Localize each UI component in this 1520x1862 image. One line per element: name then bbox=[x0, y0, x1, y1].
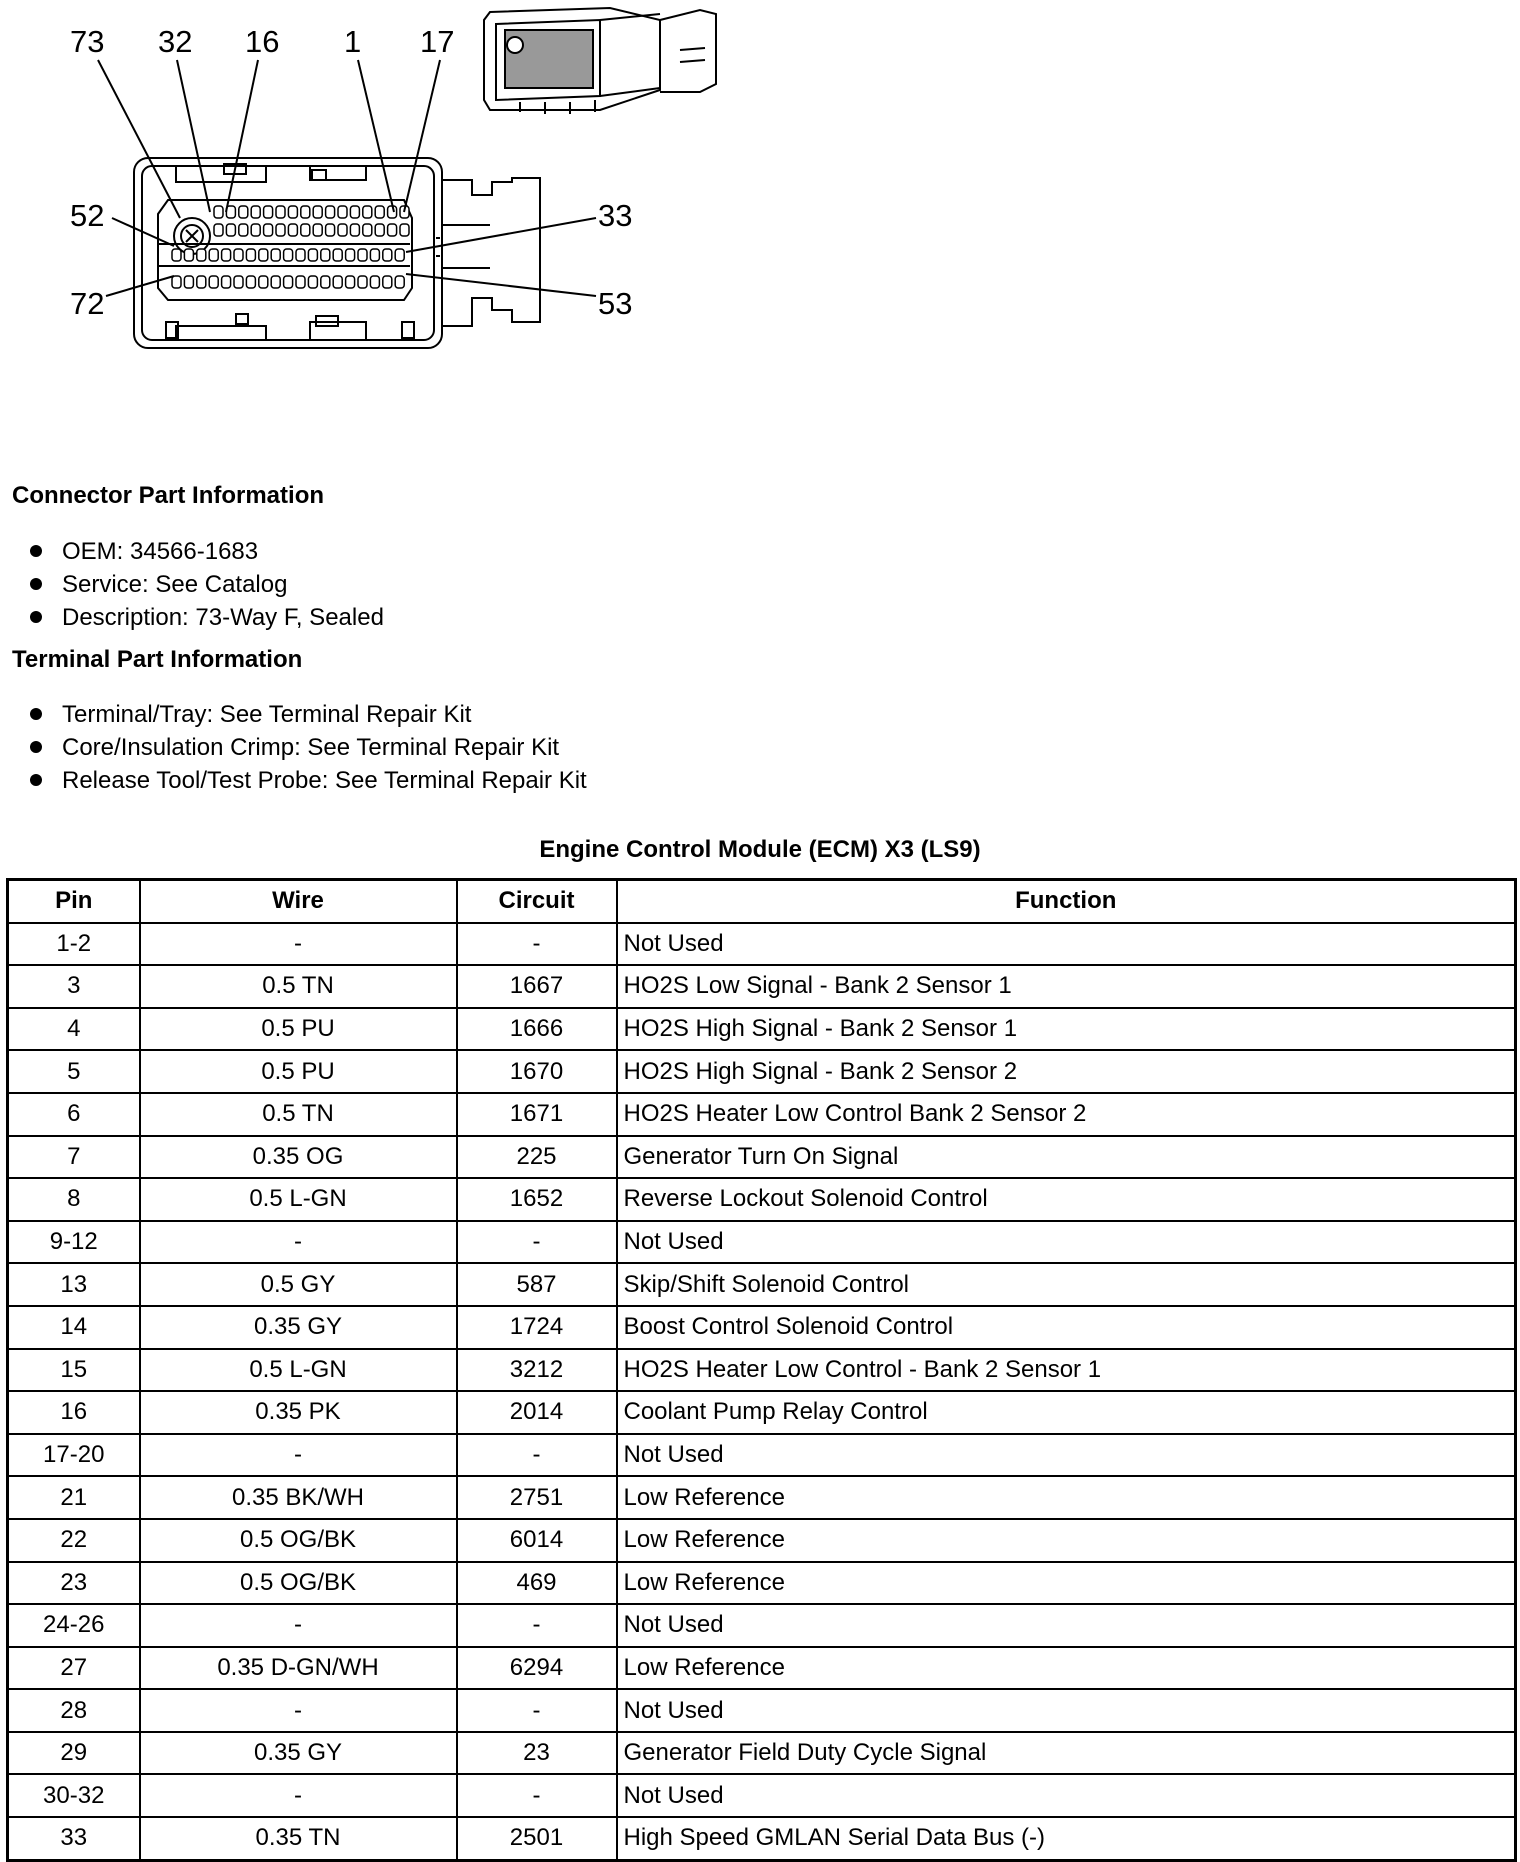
pin-cavity bbox=[326, 206, 335, 218]
cell-wire: 0.5 TN bbox=[140, 965, 457, 1008]
cell-pin: 30-32 bbox=[8, 1774, 140, 1817]
cell-pin: 14 bbox=[8, 1306, 140, 1349]
cell-circuit: 2014 bbox=[457, 1391, 617, 1434]
pin-cavity bbox=[395, 249, 404, 261]
connector-thumbnail bbox=[484, 8, 716, 114]
bullet-icon bbox=[30, 611, 42, 623]
table-row bbox=[8, 1434, 1516, 1477]
pin-cavity bbox=[214, 224, 223, 236]
cell-wire: - bbox=[140, 1604, 457, 1647]
cell-function: Not Used bbox=[617, 1689, 1516, 1732]
cell-circuit: - bbox=[457, 923, 617, 966]
cell-pin: 27 bbox=[8, 1647, 140, 1690]
column-header-function: Function bbox=[617, 880, 1516, 923]
cell-function: Not Used bbox=[617, 1774, 1516, 1817]
cell-circuit: - bbox=[457, 1434, 617, 1477]
cell-wire: 0.35 GY bbox=[140, 1732, 457, 1775]
bullet-icon bbox=[30, 545, 42, 557]
pin-cavity bbox=[313, 206, 322, 218]
cell-pin: 5 bbox=[8, 1050, 140, 1093]
cell-function: Boost Control Solenoid Control bbox=[617, 1306, 1516, 1349]
pin-cavity bbox=[338, 224, 347, 236]
cell-wire: 0.5 OG/BK bbox=[140, 1562, 457, 1605]
cell-circuit: 2751 bbox=[457, 1476, 617, 1519]
cell-function: HO2S High Signal - Bank 2 Sensor 2 bbox=[617, 1050, 1516, 1093]
cell-wire: 0.5 L-GN bbox=[140, 1349, 457, 1392]
cell-function: Low Reference bbox=[617, 1519, 1516, 1562]
cell-function: Reverse Lockout Solenoid Control bbox=[617, 1178, 1516, 1221]
table-row bbox=[8, 1817, 1516, 1860]
cell-pin: 33 bbox=[8, 1817, 140, 1860]
cell-circuit: - bbox=[457, 1774, 617, 1817]
pin-cavity bbox=[172, 276, 181, 288]
cell-wire: - bbox=[140, 1434, 457, 1477]
cell-circuit: 469 bbox=[457, 1562, 617, 1605]
cell-wire: 0.5 L-GN bbox=[140, 1178, 457, 1221]
bullet-icon bbox=[30, 741, 42, 753]
pin-cavity bbox=[184, 249, 193, 261]
callout-1: 1 bbox=[344, 24, 362, 59]
column-header-pin: Pin bbox=[8, 880, 140, 923]
cell-function: HO2S Low Signal - Bank 2 Sensor 1 bbox=[617, 965, 1516, 1008]
table-header-row bbox=[8, 880, 1516, 923]
cell-wire: - bbox=[140, 1221, 457, 1264]
pin-cavity bbox=[209, 249, 218, 261]
pin-cavity bbox=[333, 276, 342, 288]
cell-pin: 15 bbox=[8, 1349, 140, 1392]
list-item: Description: 73-Way F, Sealed bbox=[30, 601, 384, 634]
pin-cavity bbox=[346, 249, 355, 261]
pin-cavity bbox=[246, 249, 255, 261]
pin-cavity bbox=[333, 249, 342, 261]
cell-pin: 4 bbox=[8, 1008, 140, 1051]
pin-cavity bbox=[276, 206, 285, 218]
cell-function: Coolant Pump Relay Control bbox=[617, 1391, 1516, 1434]
bullet-icon bbox=[30, 708, 42, 720]
cell-circuit: 3212 bbox=[457, 1349, 617, 1392]
cell-pin: 13 bbox=[8, 1263, 140, 1306]
cell-pin: 17-20 bbox=[8, 1434, 140, 1477]
pin-cavity bbox=[197, 249, 206, 261]
callout-32: 32 bbox=[158, 24, 193, 59]
pin-cavity bbox=[358, 249, 367, 261]
pin-table bbox=[6, 878, 1517, 1862]
cell-circuit: 1667 bbox=[457, 965, 617, 1008]
pin-cavity bbox=[363, 206, 372, 218]
cell-pin: 9-12 bbox=[8, 1221, 140, 1264]
table-row bbox=[8, 1519, 1516, 1562]
cell-circuit: 23 bbox=[457, 1732, 617, 1775]
cell-pin: 8 bbox=[8, 1178, 140, 1221]
table-row bbox=[8, 1349, 1516, 1392]
pin-cavity bbox=[246, 276, 255, 288]
cell-wire: 0.35 D-GN/WH bbox=[140, 1647, 457, 1690]
pin-cavity bbox=[226, 224, 235, 236]
cell-function: HO2S Heater Low Control - Bank 2 Sensor 1 bbox=[617, 1349, 1516, 1392]
pin-cavity bbox=[288, 206, 297, 218]
pin-cavity bbox=[296, 249, 305, 261]
pin-cavity bbox=[301, 206, 310, 218]
cell-function: Skip/Shift Solenoid Control bbox=[617, 1263, 1516, 1306]
pin-cavity bbox=[209, 276, 218, 288]
table-row bbox=[8, 1476, 1516, 1519]
pin-cavity bbox=[375, 224, 384, 236]
callout-72: 72 bbox=[70, 286, 105, 321]
list-item: Core/Insulation Crimp: See Terminal Repair Kit bbox=[30, 731, 587, 764]
pin-cavity bbox=[271, 249, 280, 261]
pin-cavity bbox=[383, 276, 392, 288]
cell-wire: - bbox=[140, 923, 457, 966]
table-row bbox=[8, 1008, 1516, 1051]
pin-cavity bbox=[346, 276, 355, 288]
table-row bbox=[8, 1093, 1516, 1136]
pin-cavity bbox=[338, 206, 347, 218]
cell-circuit: 1671 bbox=[457, 1093, 617, 1136]
column-header-wire: Wire bbox=[140, 880, 457, 923]
table-row bbox=[8, 1689, 1516, 1732]
terminal-info-heading: Terminal Part Information bbox=[12, 646, 303, 673]
cell-wire: 0.35 BK/WH bbox=[140, 1476, 457, 1519]
table-row bbox=[8, 1391, 1516, 1434]
cell-pin: 23 bbox=[8, 1562, 140, 1605]
cell-circuit: 6014 bbox=[457, 1519, 617, 1562]
cell-function: Not Used bbox=[617, 1604, 1516, 1647]
cell-pin: 3 bbox=[8, 965, 140, 1008]
connector-info-heading: Connector Part Information bbox=[12, 482, 325, 509]
pin-cavity bbox=[375, 206, 384, 218]
callout-53: 53 bbox=[598, 286, 633, 321]
callout-16: 16 bbox=[245, 24, 280, 59]
table-row bbox=[8, 1647, 1516, 1690]
pin-cavity bbox=[259, 249, 268, 261]
cell-wire: - bbox=[140, 1774, 457, 1817]
cell-function: Generator Turn On Signal bbox=[617, 1136, 1516, 1179]
cell-wire: 0.35 PK bbox=[140, 1391, 457, 1434]
table-row bbox=[8, 1732, 1516, 1775]
pin-cavity bbox=[184, 276, 193, 288]
table-row bbox=[8, 1774, 1516, 1817]
cell-circuit: - bbox=[457, 1689, 617, 1732]
pin-cavity bbox=[264, 206, 273, 218]
cell-pin: 28 bbox=[8, 1689, 140, 1732]
list-item: Service: See Catalog bbox=[30, 568, 384, 601]
cell-wire: 0.5 GY bbox=[140, 1263, 457, 1306]
bullet-icon bbox=[30, 578, 42, 590]
pin-cavity bbox=[222, 276, 231, 288]
cell-pin: 16 bbox=[8, 1391, 140, 1434]
pin-cavity bbox=[251, 206, 260, 218]
callout-17: 17 bbox=[420, 24, 455, 59]
callout-73: 73 bbox=[70, 24, 105, 59]
cell-circuit: 587 bbox=[457, 1263, 617, 1306]
cell-wire: 0.35 OG bbox=[140, 1136, 457, 1179]
pin-cavity bbox=[264, 224, 273, 236]
cell-function: Low Reference bbox=[617, 1647, 1516, 1690]
cell-pin: 21 bbox=[8, 1476, 140, 1519]
pin-cavity bbox=[326, 224, 335, 236]
table-row bbox=[8, 1562, 1516, 1605]
cell-circuit: 225 bbox=[457, 1136, 617, 1179]
callout-33: 33 bbox=[598, 198, 633, 233]
cell-wire: 0.5 PU bbox=[140, 1008, 457, 1051]
cell-function: Low Reference bbox=[617, 1562, 1516, 1605]
callout-52: 52 bbox=[70, 198, 105, 233]
pin-cavity bbox=[363, 224, 372, 236]
table-row bbox=[8, 1136, 1516, 1179]
cell-function: HO2S High Signal - Bank 2 Sensor 1 bbox=[617, 1008, 1516, 1051]
cell-function: Not Used bbox=[617, 1221, 1516, 1264]
list-item: Terminal/Tray: See Terminal Repair Kit bbox=[30, 698, 587, 731]
pin-cavity bbox=[350, 224, 359, 236]
pin-cavity bbox=[301, 224, 310, 236]
cell-function: HO2S Heater Low Control Bank 2 Sensor 2 bbox=[617, 1093, 1516, 1136]
cell-pin: 7 bbox=[8, 1136, 140, 1179]
pin-cavity bbox=[400, 224, 409, 236]
pin-cavity bbox=[395, 276, 404, 288]
cell-circuit: - bbox=[457, 1221, 617, 1264]
table-title: Engine Control Module (ECM) X3 (LS9) bbox=[539, 836, 981, 863]
pin-cavity bbox=[370, 249, 379, 261]
pin-cavity bbox=[370, 276, 379, 288]
cell-pin: 29 bbox=[8, 1732, 140, 1775]
pin-cavity bbox=[214, 206, 223, 218]
cell-circuit: 1652 bbox=[457, 1178, 617, 1221]
cell-function: Low Reference bbox=[617, 1476, 1516, 1519]
pin-cavity bbox=[358, 276, 367, 288]
cell-function: High Speed GMLAN Serial Data Bus (-) bbox=[617, 1817, 1516, 1860]
cell-circuit: 2501 bbox=[457, 1817, 617, 1860]
pin-cavity bbox=[350, 206, 359, 218]
cell-pin: 22 bbox=[8, 1519, 140, 1562]
cell-circuit: 1666 bbox=[457, 1008, 617, 1051]
pin-cavity bbox=[313, 224, 322, 236]
table-row bbox=[8, 965, 1516, 1008]
connector-diagram bbox=[0, 0, 760, 380]
pin-cavity bbox=[259, 276, 268, 288]
cell-function: Not Used bbox=[617, 1434, 1516, 1477]
cell-wire: 0.5 PU bbox=[140, 1050, 457, 1093]
cell-function: Not Used bbox=[617, 923, 1516, 966]
pin-cavity bbox=[239, 206, 248, 218]
list-item: Release Tool/Test Probe: See Terminal Repair Kit bbox=[30, 764, 587, 797]
cell-pin: 1-2 bbox=[8, 923, 140, 966]
table-row bbox=[8, 1050, 1516, 1093]
bullet-icon bbox=[30, 774, 42, 786]
pin-cavity bbox=[234, 249, 243, 261]
pin-cavity-grid bbox=[172, 206, 409, 288]
terminal-info-list bbox=[30, 698, 587, 797]
cell-circuit: 1670 bbox=[457, 1050, 617, 1093]
cell-wire: 0.5 OG/BK bbox=[140, 1519, 457, 1562]
table-row bbox=[8, 923, 1516, 966]
pin-cavity bbox=[383, 249, 392, 261]
table-row bbox=[8, 1263, 1516, 1306]
cell-circuit: 1724 bbox=[457, 1306, 617, 1349]
cell-circuit: 6294 bbox=[457, 1647, 617, 1690]
cell-wire: 0.5 TN bbox=[140, 1093, 457, 1136]
pin-cavity bbox=[251, 224, 260, 236]
pin-cavity bbox=[308, 276, 317, 288]
cell-pin: 24-26 bbox=[8, 1604, 140, 1647]
pin-cavity bbox=[239, 224, 248, 236]
cell-function: Generator Field Duty Cycle Signal bbox=[617, 1732, 1516, 1775]
pin-cavity bbox=[388, 224, 397, 236]
pin-cavity bbox=[284, 276, 293, 288]
pin-cavity bbox=[276, 224, 285, 236]
pin-cavity bbox=[296, 276, 305, 288]
pin-cavity bbox=[222, 249, 231, 261]
pin-cavity bbox=[197, 276, 206, 288]
cell-circuit: - bbox=[457, 1604, 617, 1647]
cell-pin: 6 bbox=[8, 1093, 140, 1136]
pin-cavity bbox=[234, 276, 243, 288]
cell-wire: 0.35 TN bbox=[140, 1817, 457, 1860]
pin-cavity bbox=[172, 249, 181, 261]
pin-cavity bbox=[308, 249, 317, 261]
pin-cavity bbox=[321, 276, 330, 288]
table-row bbox=[8, 1221, 1516, 1264]
pin-cavity bbox=[284, 249, 293, 261]
connector-info-list bbox=[30, 535, 384, 634]
column-header-circuit: Circuit bbox=[457, 880, 617, 923]
cell-wire: 0.35 GY bbox=[140, 1306, 457, 1349]
cell-wire: - bbox=[140, 1689, 457, 1732]
pin-cavity bbox=[321, 249, 330, 261]
table-row bbox=[8, 1604, 1516, 1647]
table-row bbox=[8, 1306, 1516, 1349]
pin-cavity bbox=[271, 276, 280, 288]
list-item: OEM: 34566-1683 bbox=[30, 535, 384, 568]
pin-cavity bbox=[288, 224, 297, 236]
table-row bbox=[8, 1178, 1516, 1221]
